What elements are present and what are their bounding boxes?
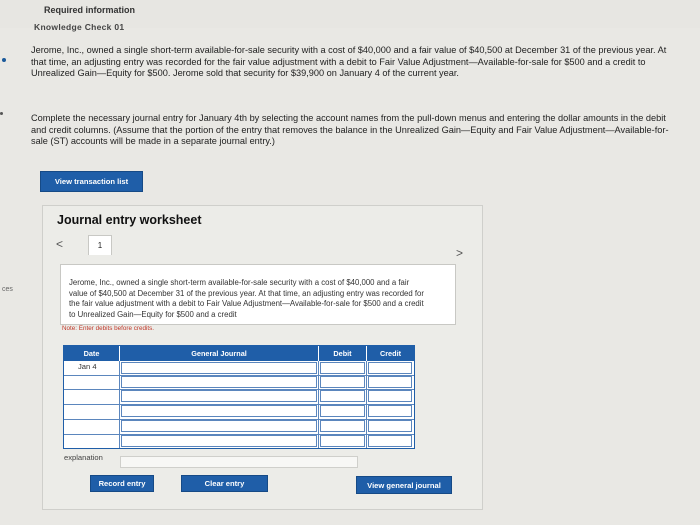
credit-header: Credit bbox=[367, 346, 414, 361]
view-transaction-list-button[interactable]: View transaction list bbox=[40, 171, 143, 192]
sidebar-fragment: ces bbox=[2, 286, 13, 293]
date-header: Date bbox=[64, 346, 119, 361]
transaction-description: Jerome, Inc., owned a single short-term available-for-sale security with a cost of $40,000 and a fair value of $40,500 at December 31 of the previous year. At that time, an adjusting entry was recorded for the fair value adjustment with a debit to Fair Value Adjustment—Available-for-sale for $500 and a credit to Unrealized Gain—Equity for $500 and a credit bbox=[69, 278, 424, 319]
explanation-input[interactable] bbox=[120, 456, 358, 468]
account-select[interactable] bbox=[121, 420, 317, 432]
credit-input[interactable] bbox=[368, 362, 412, 374]
record-entry-button[interactable]: Record entry bbox=[90, 475, 154, 492]
account-select[interactable] bbox=[121, 405, 317, 417]
credit-input[interactable] bbox=[368, 376, 412, 388]
column-divider bbox=[119, 361, 120, 448]
problem-text: Jerome, Inc., owned a single short-term available-for-sale security with a cost of $40,000 and a fair value of $40,500 at December 31 of the previous year. At that time, an adjusting entry was recorded for the fair value adjustment with a debit to Fair Value Adjustment—Available-for-sale for $500 and a credit to Unrealized Gain—Equity for $500. Jerome sold that security for $39,900 on January 4 of the current year. bbox=[31, 45, 667, 79]
next-arrow-icon[interactable]: > bbox=[456, 246, 464, 260]
debit-input[interactable] bbox=[320, 376, 365, 388]
credit-input[interactable] bbox=[368, 390, 412, 402]
debit-input[interactable] bbox=[320, 405, 365, 417]
account-select[interactable] bbox=[121, 435, 317, 447]
bullet-marker bbox=[2, 58, 6, 62]
clear-entry-button[interactable]: Clear entry bbox=[181, 475, 268, 492]
account-select[interactable] bbox=[121, 376, 317, 388]
debit-input[interactable] bbox=[320, 420, 365, 432]
tab-1[interactable]: 1 bbox=[88, 235, 112, 255]
view-general-journal-button[interactable]: View general journal bbox=[356, 476, 452, 494]
column-divider bbox=[318, 361, 319, 448]
column-divider bbox=[366, 361, 367, 448]
credit-input[interactable] bbox=[368, 435, 412, 447]
debit-input[interactable] bbox=[320, 390, 365, 402]
knowledge-check-title: Knowledge Check 01 bbox=[34, 22, 125, 32]
general-journal-header: General Journal bbox=[120, 346, 318, 361]
journal-table bbox=[63, 345, 415, 449]
previous-arrow-icon[interactable]: < bbox=[56, 237, 64, 251]
debit-header: Debit bbox=[319, 346, 366, 361]
credit-input[interactable] bbox=[368, 405, 412, 417]
account-select[interactable] bbox=[121, 390, 317, 402]
debit-input[interactable] bbox=[320, 362, 365, 374]
credit-input[interactable] bbox=[368, 420, 412, 432]
account-select[interactable] bbox=[121, 362, 317, 374]
date-cell: Jan 4 bbox=[78, 362, 97, 371]
note-text: Note: Enter debits before credits. bbox=[62, 325, 155, 332]
worksheet-title: Journal entry worksheet bbox=[57, 213, 202, 227]
required-information-header: Required information bbox=[44, 5, 136, 15]
bullet-marker-small bbox=[0, 112, 3, 115]
explanation-label: explanation bbox=[64, 453, 103, 462]
debit-input[interactable] bbox=[320, 435, 365, 447]
instruction-text: Complete the necessary journal entry for January 4th by selecting the account names from the pull-down menus and entering the dollar amounts in the debit and credit columns. (Assume that the portion of the entry that removes the balance in the Unrealized Gain—Equity and Fair Value Adjustment—Available-for-sale (ST) accounts will be made in a separate journal entry.) bbox=[31, 113, 669, 147]
